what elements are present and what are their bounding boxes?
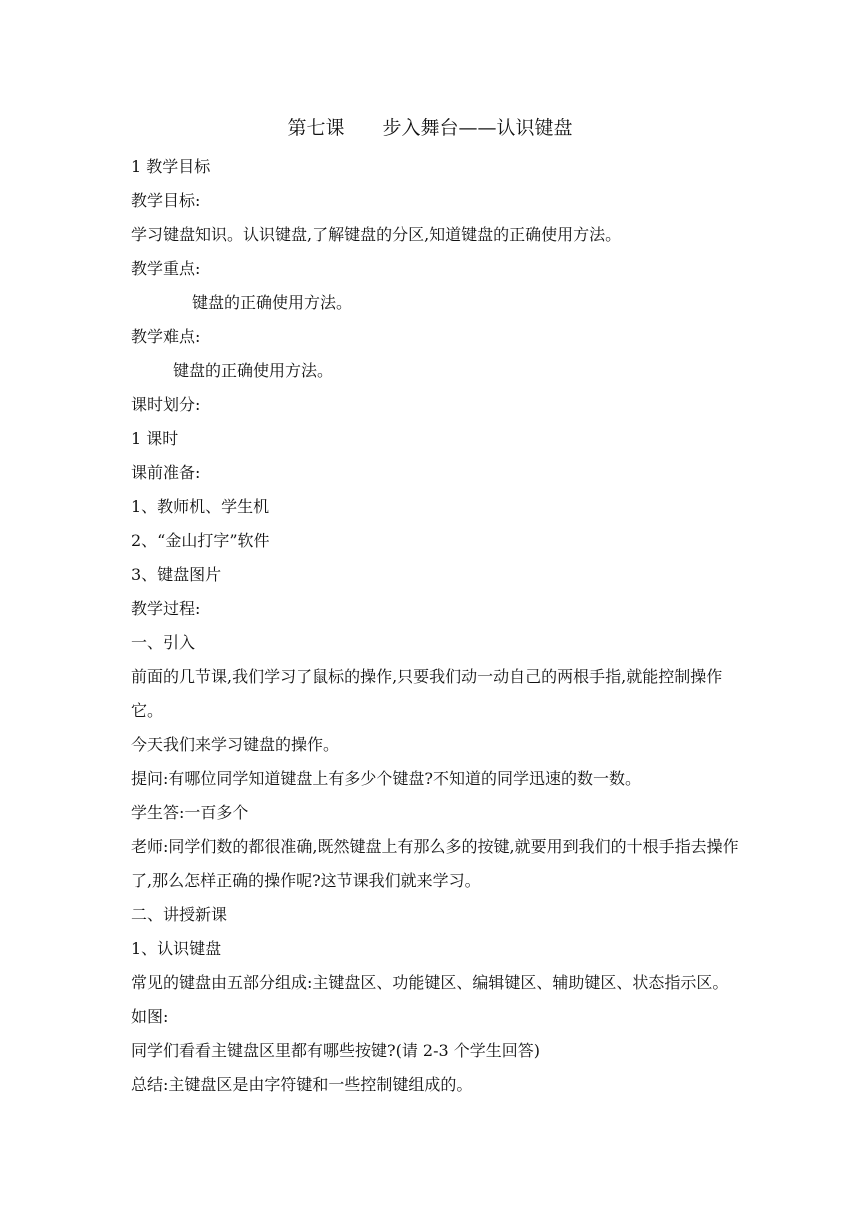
paragraph: 1 教学目标 [131,157,211,176]
paragraph: 老师:同学们数的都很准确,既然键盘上有那么多的按键,就要用到我们的十根手指去操作了,那么怎样正确的操作呢?这节课我们就来学习。 [131,837,739,890]
paragraph: 教学难点: [131,327,201,346]
paragraph: 1 课时 [131,429,179,448]
paragraph: 二、讲授新课 [131,905,228,924]
paragraph: 课前准备: [131,463,201,482]
paragraph: 教学目标: [131,191,201,210]
paragraph: 总结:主键盘区是由字符键和一些控制键组成的。 [131,1075,473,1094]
paragraph: 1、教师机、学生机 [131,497,270,516]
paragraph: 常见的键盘由五部分组成:主键盘区、功能键区、编辑键区、辅助键区、状态指示区。如图: [131,973,729,1026]
paragraph: 键盘的正确使用方法。 [173,361,334,380]
paragraph: 同学们看看主键盘区里都有哪些按键?(请 2-3 个学生回答) [131,1041,541,1060]
paragraph: 课时划分: [131,395,201,414]
lesson-title: 第七课 步入舞台——认识键盘 [287,117,573,139]
paragraph: 教学过程: [131,599,201,618]
paragraph: 提问:有哪位同学知道键盘上有多少个键盘?不知道的同学迅速的数一数。 [131,769,641,788]
paragraph: 今天我们来学习键盘的操作。 [131,735,340,754]
paragraph: 学习键盘知识。认识键盘,了解键盘的分区,知道键盘的正确使用方法。 [131,225,622,244]
paragraph: 学生答:一百多个 [131,803,249,822]
paragraph: 一、引入 [131,633,196,652]
paragraph: 2、“金山打字”软件 [131,531,270,550]
document-body [131,150,741,1102]
paragraph: 前面的几节课,我们学习了鼠标的操作,只要我们动一动自己的两根手指,就能控制操作它。 [131,667,723,720]
paragraph: 教学重点: [131,259,201,278]
paragraph: 3、键盘图片 [131,565,222,584]
paragraph: 1、认识键盘 [131,939,222,958]
paragraph: 键盘的正确使用方法。 [192,293,353,312]
